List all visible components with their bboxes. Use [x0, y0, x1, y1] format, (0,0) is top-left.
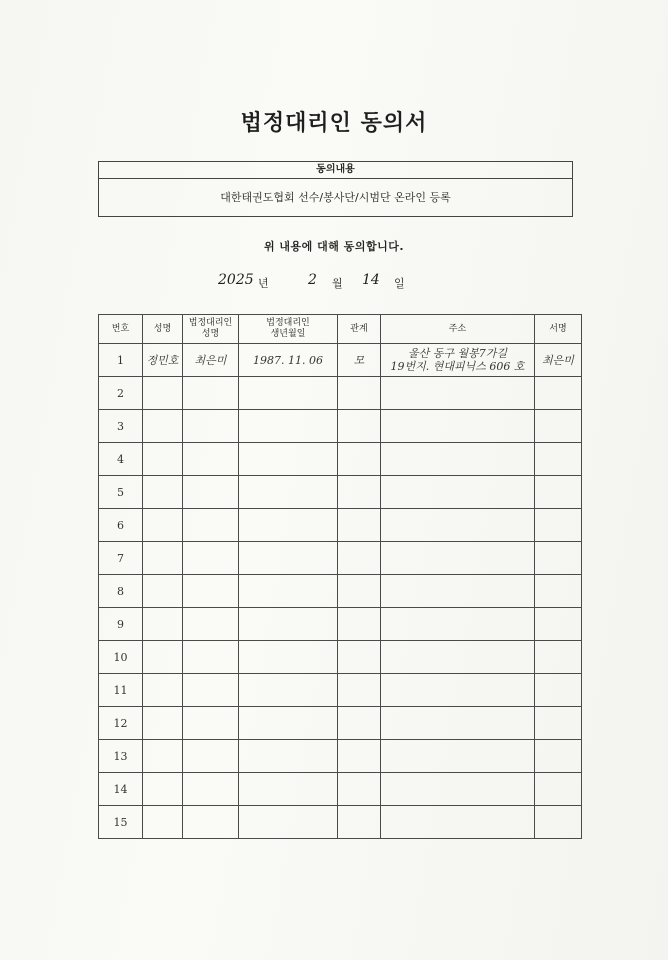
cell-no: 5 [99, 476, 143, 509]
cell-relation [338, 476, 381, 509]
cell-address [381, 542, 535, 575]
cell-signature [535, 443, 582, 476]
date-month-label: 월 [332, 277, 343, 290]
table-row [99, 443, 582, 476]
cell-relation [338, 641, 381, 674]
cell-signature [535, 740, 582, 773]
cell-signature [535, 377, 582, 410]
cell-relation [338, 377, 381, 410]
table-row [99, 410, 582, 443]
date-year: 2025 [218, 272, 254, 288]
table-row [99, 707, 582, 740]
cell-relation [338, 509, 381, 542]
table-header-row [99, 315, 582, 344]
cell-address [381, 509, 535, 542]
cell-name [143, 773, 183, 806]
table-row [99, 608, 582, 641]
cell-signature [535, 542, 582, 575]
cell-guardian-birth [239, 575, 338, 608]
agreement-statement: 위 내용에 대해 동의합니다. [263, 240, 405, 253]
cell-no: 14 [99, 773, 143, 806]
cell-address [381, 443, 535, 476]
consent-box [98, 161, 573, 217]
cell-address [381, 575, 535, 608]
header-guardian-name-line1: 법정대리인 [188, 318, 233, 328]
cell-relation [338, 674, 381, 707]
cell-guardian-birth [239, 641, 338, 674]
table-row [99, 542, 582, 575]
cell-signature [535, 674, 582, 707]
date-day-label: 일 [394, 277, 405, 290]
cell-guardian-name [183, 806, 239, 839]
table-row [99, 674, 582, 707]
header-guardian-birth-line1: 법정대리인 [266, 318, 310, 328]
cell-name [143, 410, 183, 443]
cell-relation [338, 707, 381, 740]
cell-guardian-name [183, 443, 239, 476]
cell-guardian-birth [239, 410, 338, 443]
cell-no: 3 [99, 410, 143, 443]
cell-guardian-name [183, 542, 239, 575]
cell-address-line2: 19번지. 현대피닉스 606 호 [390, 360, 525, 373]
cell-guardian-name [183, 476, 239, 509]
cell-address [381, 740, 535, 773]
cell-relation [338, 410, 381, 443]
header-guardian-birth [239, 315, 338, 344]
cell-guardian-name [183, 773, 239, 806]
cell-guardian-name [183, 608, 239, 641]
cell-guardian-name [183, 410, 239, 443]
cell-name [143, 641, 183, 674]
cell-guardian-birth [239, 608, 338, 641]
cell-guardian-name [183, 575, 239, 608]
cell-guardian-birth [239, 542, 338, 575]
cell-signature [535, 641, 582, 674]
cell-address [381, 608, 535, 641]
cell-guardian-name [183, 509, 239, 542]
cell-signature [535, 608, 582, 641]
cell-no: 15 [99, 806, 143, 839]
cell-guardian-birth [239, 509, 338, 542]
cell-no: 12 [99, 707, 143, 740]
cell-name [143, 509, 183, 542]
table-row [99, 509, 582, 542]
cell-guardian-birth [239, 773, 338, 806]
cell-guardian-name [183, 707, 239, 740]
cell-address [381, 410, 535, 443]
cell-signature: 최은미 [535, 344, 582, 377]
cell-relation [338, 542, 381, 575]
cell-address [381, 806, 535, 839]
cell-no: 7 [99, 542, 143, 575]
header-address: 주소 [381, 315, 535, 344]
header-name: 성명 [143, 315, 183, 344]
table-row [99, 806, 582, 839]
cell-name [143, 377, 183, 410]
cell-address [381, 344, 535, 377]
cell-guardian-name [183, 377, 239, 410]
cell-relation [338, 773, 381, 806]
cell-address [381, 641, 535, 674]
cell-name [143, 608, 183, 641]
date-day: 14 [362, 272, 380, 288]
cell-name [143, 575, 183, 608]
header-guardian-birth-line2: 생년월일 [270, 329, 306, 339]
date-month: 2 [308, 272, 317, 288]
cell-no: 13 [99, 740, 143, 773]
cell-name [143, 740, 183, 773]
cell-name: 정민호 [143, 344, 183, 377]
cell-address [381, 707, 535, 740]
table-row [99, 575, 582, 608]
cell-guardian-birth: 1987. 11. 06 [239, 344, 338, 377]
cell-no: 6 [99, 509, 143, 542]
table-row [99, 641, 582, 674]
table-row [99, 344, 582, 377]
cell-relation: 모 [338, 344, 381, 377]
cell-relation [338, 740, 381, 773]
cell-address [381, 377, 535, 410]
cell-no: 10 [99, 641, 143, 674]
cell-name [143, 806, 183, 839]
cell-no: 2 [99, 377, 143, 410]
cell-relation [338, 806, 381, 839]
cell-signature [535, 410, 582, 443]
header-signature: 서명 [535, 315, 582, 344]
cell-signature [535, 773, 582, 806]
cell-guardian-birth [239, 443, 338, 476]
cell-signature [535, 509, 582, 542]
cell-guardian-name [183, 641, 239, 674]
header-no: 번호 [99, 315, 143, 344]
cell-no: 1 [99, 344, 143, 377]
cell-guardian-birth [239, 806, 338, 839]
cell-relation [338, 608, 381, 641]
cell-no: 8 [99, 575, 143, 608]
cell-guardian-name [183, 674, 239, 707]
cell-address-line1: 울산 동구 월봉7가길 [408, 347, 507, 360]
cell-address [381, 476, 535, 509]
cell-signature [535, 476, 582, 509]
header-relation: 관계 [338, 315, 381, 344]
consent-content: 대한태권도협회 선수/봉사단/시범단 온라인 등록 [220, 191, 451, 204]
cell-guardian-birth [239, 707, 338, 740]
header-guardian-name [183, 315, 239, 344]
cell-signature [535, 575, 582, 608]
consent-header: 동의내용 [99, 162, 572, 179]
cell-no: 11 [99, 674, 143, 707]
cell-guardian-birth [239, 740, 338, 773]
cell-guardian-birth [239, 476, 338, 509]
cell-name [143, 707, 183, 740]
cell-name [143, 542, 183, 575]
page-title: 법정대리인 동의서 [240, 111, 428, 136]
cell-name [143, 476, 183, 509]
cell-guardian-birth [239, 674, 338, 707]
table-row [99, 377, 582, 410]
cell-no: 4 [99, 443, 143, 476]
cell-relation [338, 443, 381, 476]
cell-guardian-name [183, 740, 239, 773]
cell-guardian-name: 최은미 [183, 344, 239, 377]
guardian-table [98, 314, 582, 839]
table-row [99, 476, 582, 509]
cell-relation [338, 575, 381, 608]
cell-name [143, 674, 183, 707]
cell-name [143, 443, 183, 476]
cell-signature [535, 707, 582, 740]
header-guardian-name-line2: 성명 [201, 329, 220, 339]
cell-address [381, 674, 535, 707]
cell-address [381, 773, 535, 806]
table-row [99, 773, 582, 806]
date-year-label: 년 [258, 277, 269, 290]
cell-no: 9 [99, 608, 143, 641]
table-row [99, 740, 582, 773]
cell-signature [535, 806, 582, 839]
cell-guardian-birth [239, 377, 338, 410]
